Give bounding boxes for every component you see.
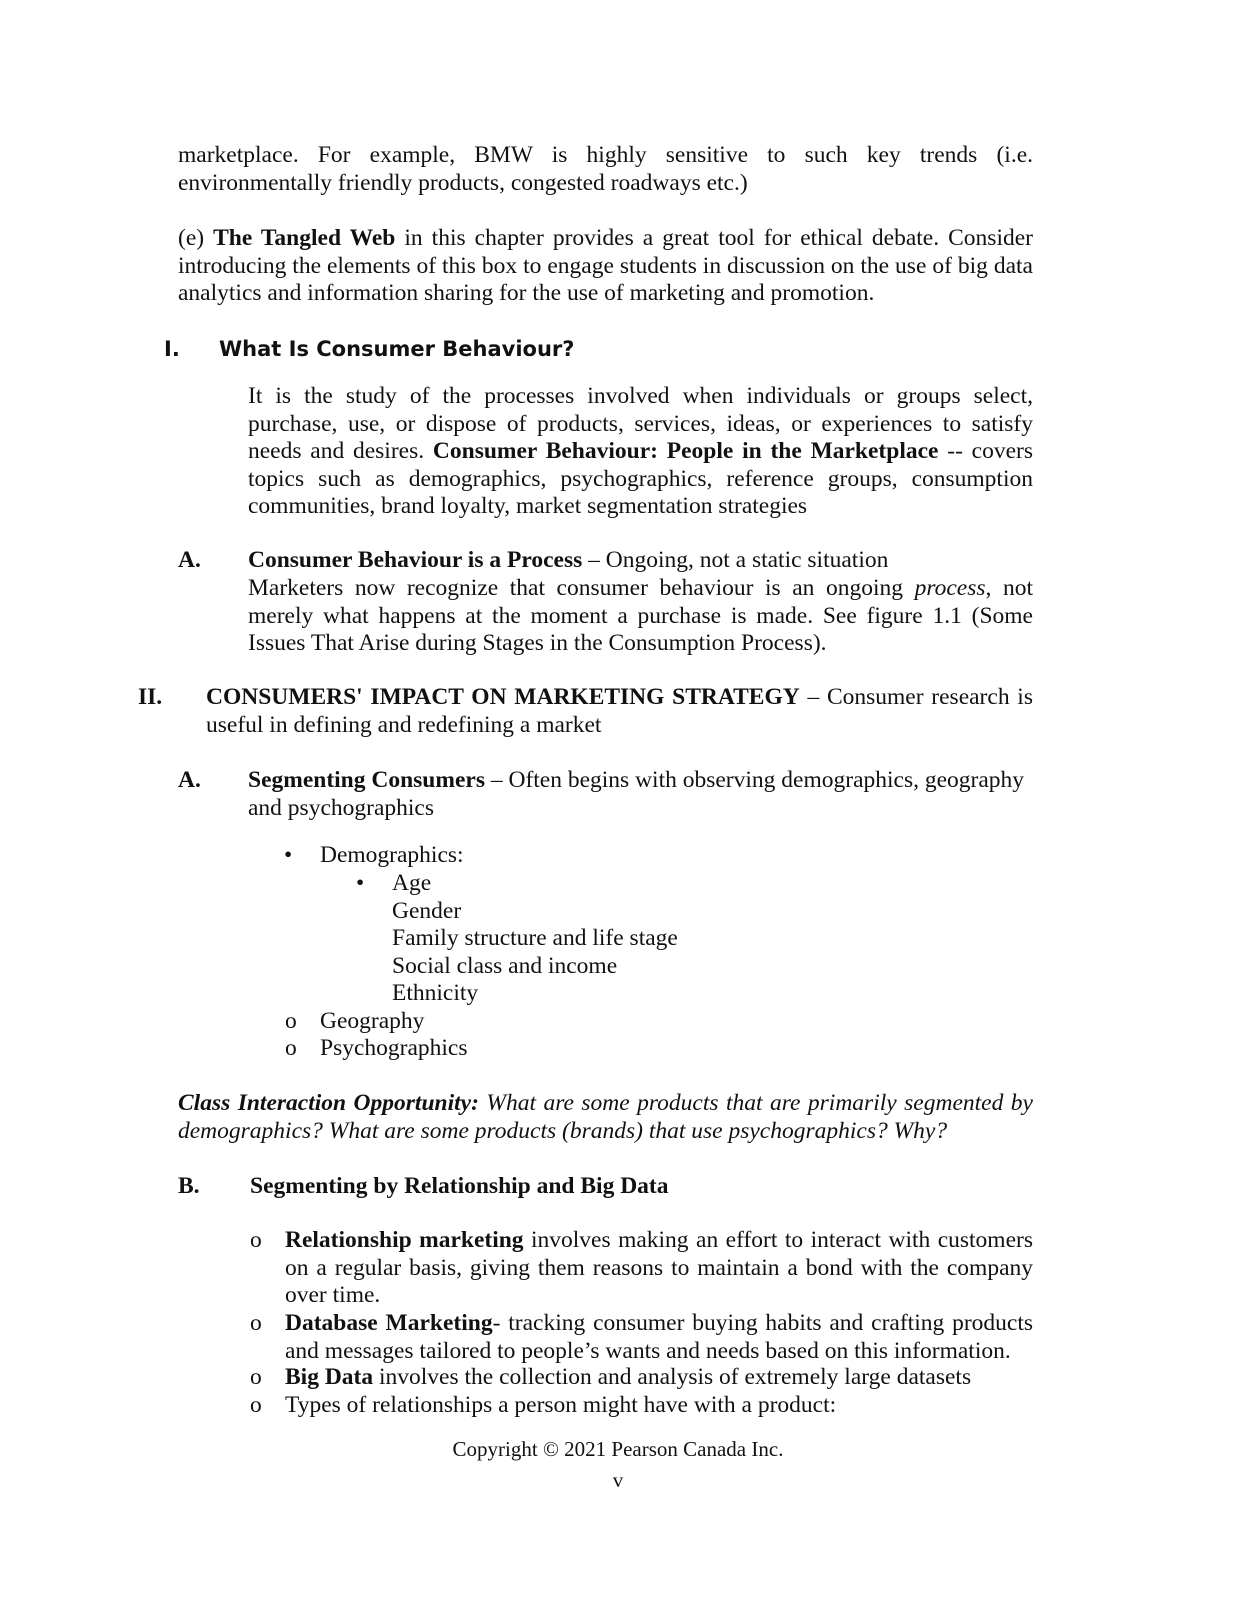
section-1-book-title: Consumer Behaviour: People in the Marketplace <box>432 438 939 464</box>
relationship-item <box>285 1364 1033 1392</box>
section-2a-bold: Segmenting Consumers <box>248 767 485 793</box>
demographics-item: Social class and income <box>392 953 618 979</box>
section-1a-letter: A. <box>178 547 201 573</box>
bullet-circle: o <box>285 1008 297 1034</box>
bullet-circle: o <box>250 1392 262 1418</box>
intro-line-1: marketplace. For example, BMW is highly sensitive to such key trends (i.e. <box>178 142 1033 168</box>
tangled-web-paragraph <box>178 225 1033 308</box>
copyright-footer: Copyright © 2021 Pearson Canada Inc. <box>452 1437 784 1461</box>
demographics-label: Demographics: <box>320 842 464 868</box>
relationship-item <box>285 1227 1033 1310</box>
relationship-item-text: - tracking consumer buying habits and crafting products and messages tailored to people’s wants and needs based on this information. <box>285 1310 1033 1364</box>
section-1-text-b: -- covers topics such as demographics, psychographics, reference groups, consumption communities, brand loyalty, market segmentation strategies <box>248 438 1034 519</box>
bullet-circle: o <box>250 1227 262 1253</box>
relationship-item <box>285 1392 1033 1420</box>
bullet-circle: o <box>250 1310 262 1336</box>
demographics-item: Age <box>392 870 432 896</box>
section-1a-text-b: , not merely what happens at the moment a purchase is made. See figure 1.1 (Some Issues That Arise during Stages in the Consumption Process). <box>248 575 1033 656</box>
section-2-rest: – Consumer research is useful in defining and redefining a market <box>206 684 1033 738</box>
class-interaction-label: Class Interaction Opportunity: <box>178 1090 479 1116</box>
tangled-prefix: (e) <box>178 225 214 251</box>
section-1a-heading <box>248 547 1033 575</box>
relationship-item-text: Types of relationships a person might have with a product: <box>285 1392 837 1418</box>
intro-line-2: environmentally friendly products, congested roadways etc.) <box>178 170 748 196</box>
bullet-circle: o <box>285 1035 297 1061</box>
relationship-item-bold: Big Data <box>285 1364 374 1390</box>
bullet-dot: • <box>356 870 365 896</box>
other-segment-item: Geography <box>320 1008 425 1034</box>
bullet-dot: • <box>284 842 293 868</box>
section-1a-paragraph <box>248 575 1033 658</box>
section-1-paragraph <box>248 383 1033 521</box>
relationship-item-text: involves the collection and analysis of extremely large datasets <box>373 1364 972 1390</box>
section-1-numeral: I. <box>164 337 180 361</box>
section-2a-rest: – Often begins with observing demographics, geography and psychographics <box>248 767 1025 821</box>
section-1-title: What Is Consumer Behaviour? <box>219 337 575 361</box>
section-2a-letter: A. <box>178 767 201 793</box>
relationship-item-bold: Database Marketing <box>285 1310 493 1336</box>
relationship-item <box>285 1310 1033 1365</box>
section-2-title: CONSUMERS' IMPACT ON MARKETING STRATEGY <box>206 684 800 710</box>
section-1a-bold: Consumer Behaviour is a Process <box>248 547 583 573</box>
bullet-circle: o <box>250 1364 262 1390</box>
section-1a-italic: process <box>914 575 986 601</box>
section-2-heading <box>206 684 1033 739</box>
section-2a-heading <box>248 767 1033 822</box>
section-2-numeral: II. <box>138 684 163 710</box>
tangled-web-text: in this chapter provides a great tool for ethical debate. Consider introducing the elements of this box to engage students in discussion on the use of big data analytics and information sharing for the use of marketing and promotion. <box>178 225 1033 306</box>
other-segment-item: Psychographics <box>320 1035 468 1061</box>
demographics-item: Family structure and life stage <box>392 925 678 951</box>
class-interaction-text: What are some products that are primarily segmented by demographics? What are some products (brands) that use psychographics? Why? <box>178 1090 1033 1144</box>
section-1a-rest: – Ongoing, not a static situation <box>582 547 889 573</box>
section-1a-text-a: Marketers now recognize that consumer behaviour is an ongoing <box>248 575 915 601</box>
section-2b-letter: B. <box>178 1173 200 1199</box>
section-1-text-a: It is the study of the processes involved when individuals or groups select, purchase, use, or dispose of products, services, ideas, or experiences to satisfy needs and desires. <box>248 383 1033 464</box>
relationship-item-text: involves making an effort to interact with customers on a regular basis, giving them reasons to maintain a bond with the company over time. <box>285 1227 1033 1308</box>
relationship-item-bold: Relationship marketing <box>285 1227 524 1253</box>
section-2b-title: Segmenting by Relationship and Big Data <box>250 1173 669 1199</box>
class-interaction <box>178 1090 1033 1145</box>
demographics-item: Ethnicity <box>392 980 479 1006</box>
tangled-web-title: The Tangled Web <box>213 225 396 251</box>
demographics-item: Gender <box>392 898 462 924</box>
page-number: v <box>612 1468 624 1492</box>
